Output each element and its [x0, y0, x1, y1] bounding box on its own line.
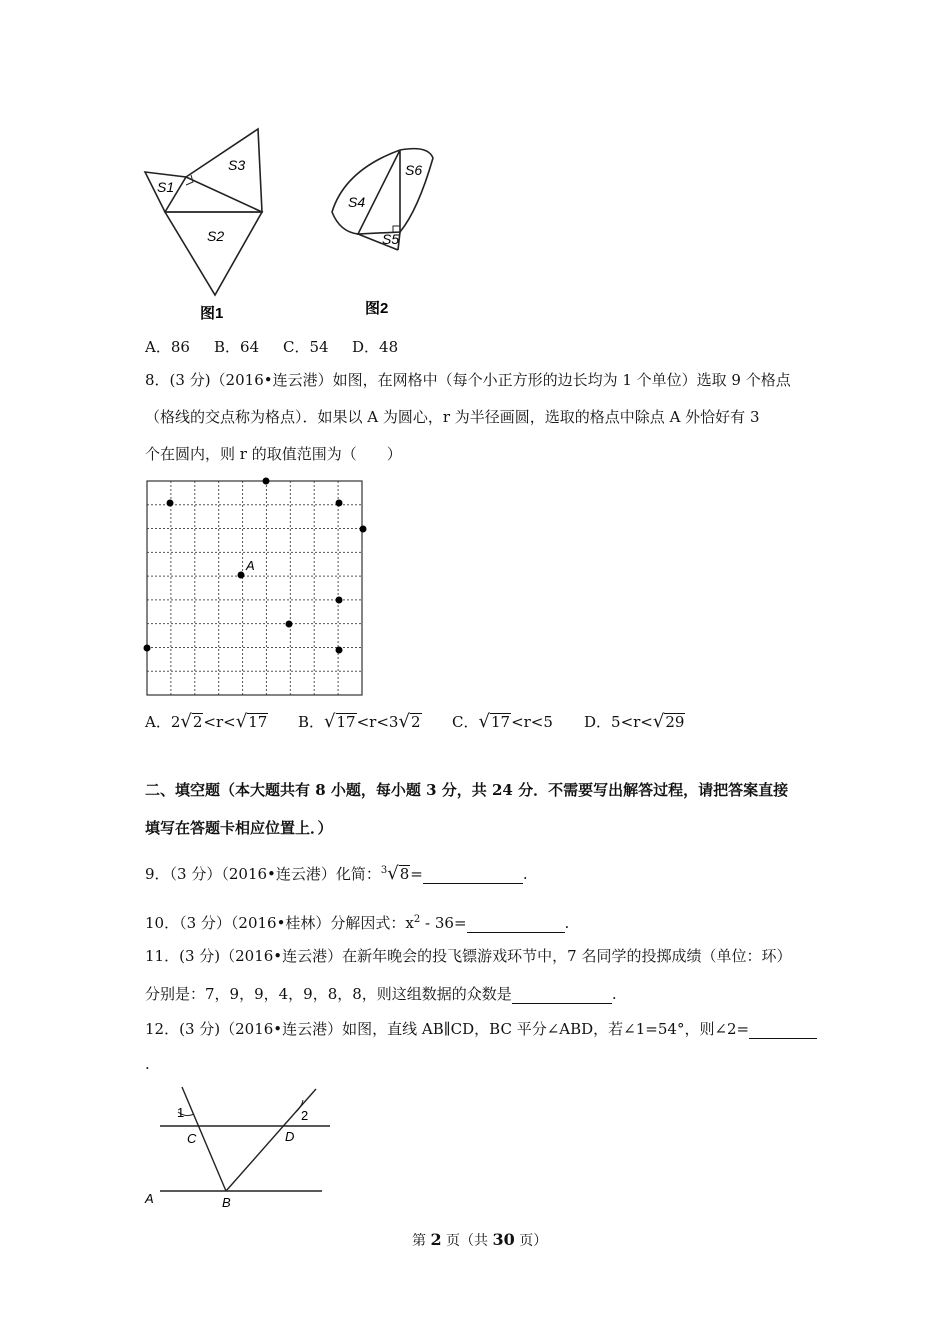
q11-answer-blank[interactable] — [512, 985, 612, 1004]
q8-line-3: 个在圆内，则 r 的取值范围为（ ） — [145, 445, 402, 463]
s5-label: S5 — [382, 231, 400, 247]
q10 — [145, 912, 569, 933]
q12-parallel-lines-figure — [140, 1080, 340, 1215]
q8-option-c: C．√17<r<5 — [452, 711, 553, 732]
lattice-point-dot — [144, 645, 151, 652]
lattice-point-dot — [263, 478, 270, 485]
q8-c-mid: <r<5 — [511, 713, 553, 731]
q7-option-c: C．54 — [283, 338, 329, 356]
s3-label: S3 — [228, 157, 246, 173]
q11-line-2-text: 分别是：7，9，9，4，9，8，8，则这组数据的众数是 — [145, 985, 512, 1003]
q8-line-1: 8．(3 分)（2016•连云港）如图，在网格中（每个小正方形的边长均为 1 个单位）选取 9 个格点 — [145, 371, 791, 389]
q12-answer-blank[interactable] — [749, 1020, 817, 1039]
q8-b-rad1: 17 — [336, 713, 356, 731]
section-2-heading-line-2: 填写在答题卡相应位置上．） — [145, 819, 333, 837]
q7-option-b: B．64 — [214, 338, 260, 356]
point-c-label: C — [187, 1131, 197, 1146]
angle-2-label: 2 — [301, 1108, 309, 1123]
q8-grid-figure — [140, 475, 375, 700]
footer-page-number: 2 — [430, 1230, 442, 1249]
s1-label: S1 — [157, 179, 175, 195]
s4-label: S4 — [348, 194, 366, 210]
q8-d-rad1: 29 — [665, 713, 685, 731]
lattice-point-dot — [167, 500, 174, 507]
footer-total-pages: 30 — [492, 1230, 515, 1249]
q9: 9．（3 分）（2016•连云港）化简：$^3$√8= . — [145, 863, 528, 884]
figure-1-triangles — [140, 125, 270, 325]
q8-c-rad1: 17 — [490, 713, 511, 731]
q8-a-rad1: 2 — [192, 713, 203, 731]
q11-line-2 — [145, 983, 617, 1004]
point-a-label-q12: A — [145, 1191, 154, 1206]
q12-line-2: . — [145, 1055, 150, 1073]
point-a-dot — [238, 572, 245, 579]
lattice-point-dot — [286, 621, 293, 628]
lattice-point-dot — [360, 526, 367, 533]
q8-a-mid: <r< — [203, 713, 236, 731]
q8-c-pre: C． — [452, 713, 479, 731]
point-d-label: D — [285, 1129, 295, 1144]
q9-pre: 9．（3 分）（2016•连云港）化简： — [145, 865, 381, 883]
q7-option-a: A．86 — [145, 338, 190, 356]
s6-label: S6 — [405, 162, 423, 178]
point-b-label: B — [222, 1195, 231, 1210]
q8-line-2: （格线的交点称为格点）．如果以 A 为圆心，r 为半径画圆，选取的格点中除点 A 外恰好有 3 — [145, 408, 760, 426]
q8-a-rad2: 17 — [248, 713, 268, 731]
figure-2-semicircles — [325, 140, 440, 320]
s2-label: S2 — [207, 228, 225, 244]
q11-line-1: 11．(3 分)（2016•连云港）在新年晚会的投飞镖游戏环节中，7 名同学的投掷成绩（单位：环） — [145, 947, 792, 965]
q9-root-index: 3 — [380, 865, 388, 876]
footer-pre: 第 — [412, 1233, 431, 1249]
q9-answer-blank[interactable] — [423, 865, 523, 884]
q9-eq: = — [410, 865, 423, 883]
q11-end: . — [611, 985, 617, 1003]
lattice-point-dot — [336, 647, 343, 654]
angle-1-label: 1 — [177, 1105, 185, 1120]
q10-sup: 2 — [413, 914, 421, 925]
q10-end: . — [564, 914, 570, 932]
section-2-heading-line-1: 二、填空题（本大题共有 8 小题，每小题 3 分，共 24 分．不需要写出解答过程，请把答案直接 — [145, 781, 789, 799]
page-footer — [412, 1230, 547, 1250]
q8-b-mid: <r<3 — [356, 713, 399, 731]
q12-line-1 — [145, 1018, 817, 1039]
q8-b-pre: B． — [298, 713, 325, 731]
q8-b-rad2: 2 — [410, 713, 421, 731]
q8-option-d: D．5<r<√29 — [584, 711, 685, 732]
q9-radicand: 8 — [399, 865, 410, 883]
q10-answer-blank[interactable] — [467, 914, 565, 933]
footer-post: 页） — [514, 1233, 548, 1249]
lattice-point-dot — [336, 597, 343, 604]
q8-a-pre: A．2 — [145, 713, 181, 731]
q9-end: . — [522, 865, 528, 883]
lattice-point-dot — [336, 500, 343, 507]
figure-2-caption: 图2 — [365, 300, 389, 317]
point-a-label: A — [246, 558, 255, 573]
q8-d-pre: D．5<r< — [584, 713, 653, 731]
q8-option-a: A．2√2<r<√17 — [145, 711, 268, 732]
q8-option-b: B．√17<r<3√2 — [298, 711, 421, 732]
q12-line-1-text: 12．(3 分)（2016•连云港）如图，直线 AB∥CD，BC 平分∠ABD，若∠1=54°，则∠2= — [145, 1020, 750, 1038]
figure-1-caption: 图1 — [200, 305, 224, 322]
q10-pre: 10．（3 分）（2016•桂林）分解因式：x — [145, 914, 414, 932]
q10-post: - 36= — [420, 914, 467, 932]
q7-option-d: D．48 — [352, 338, 399, 356]
footer-mid: 页（共 — [441, 1233, 493, 1249]
